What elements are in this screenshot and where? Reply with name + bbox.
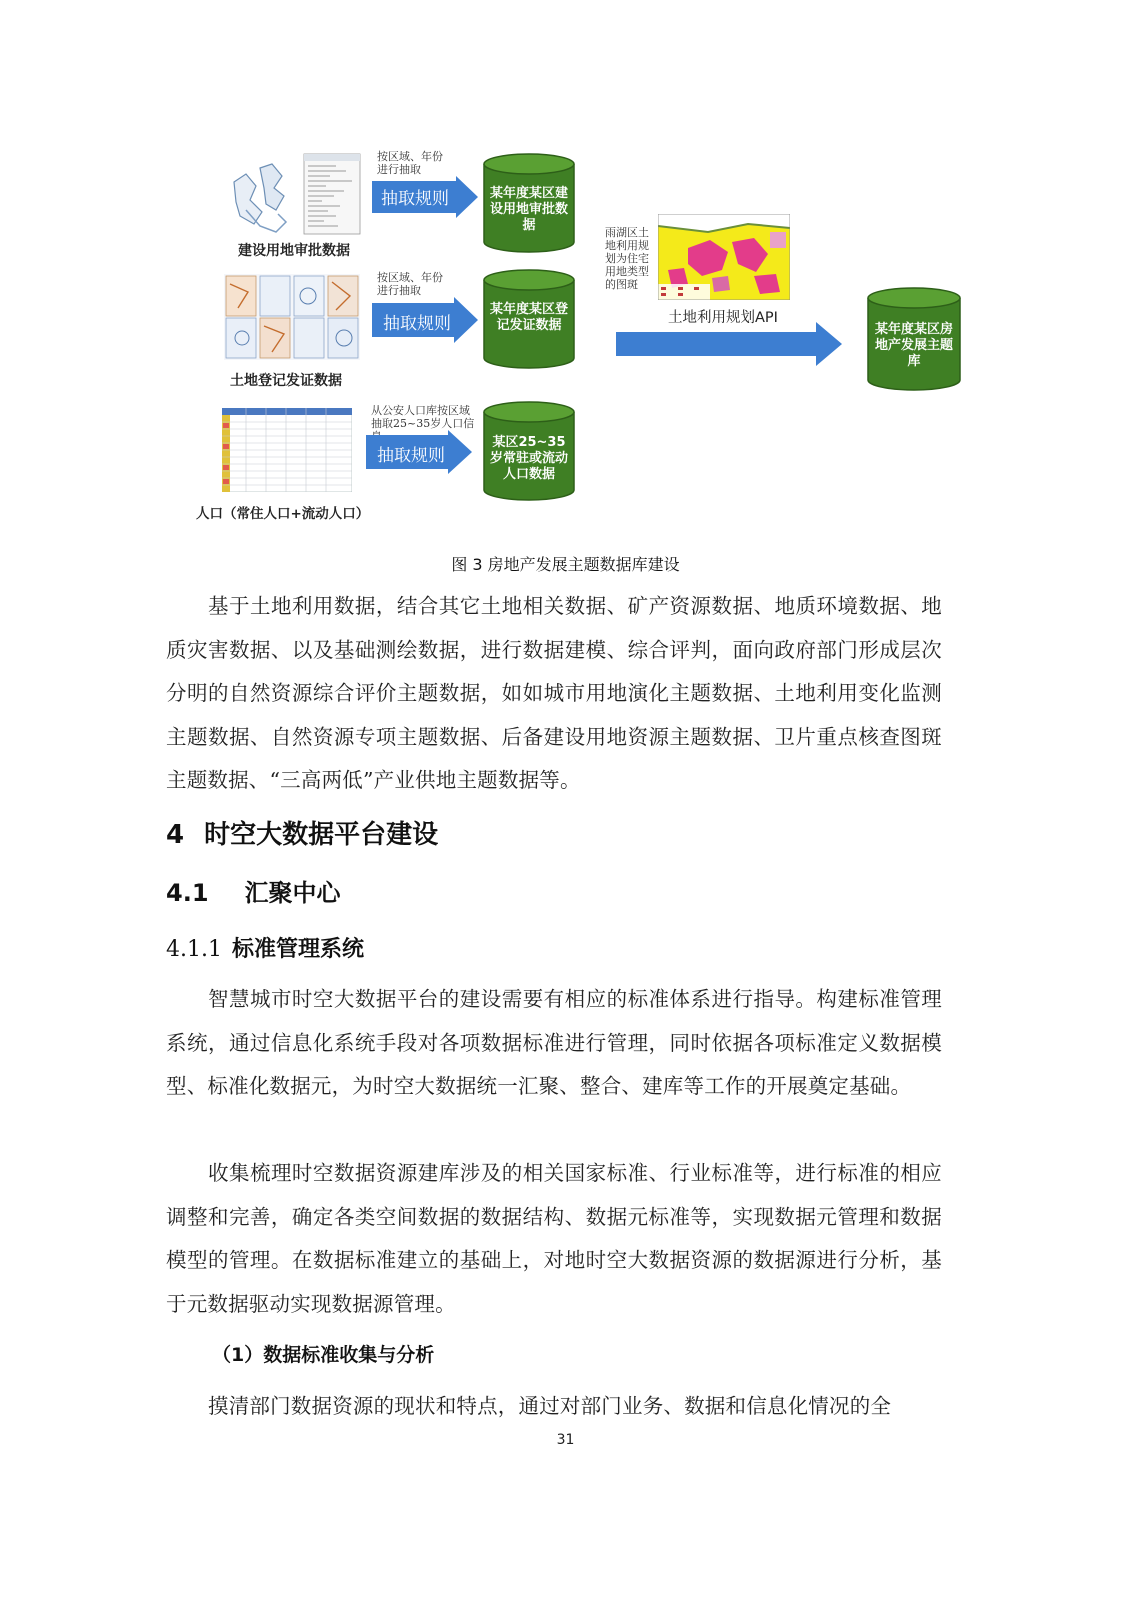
- paragraph-1: 基于土地利用数据，结合其它土地相关数据、矿产资源数据、地质环境数据、地质灾害数据、以及基础测绘数据，进行数据建模、综合评判，面向政府部门形成层次分明的自然资源综合评价主题数据，如如城市用地演化主题数据、土地利用变化监测主题数据、自然资源专项主题数据、后备建设用地资源主题数据、卫片重点核查图斑主题数据、“三高两低”产业供地主题数据等。: [166, 594, 942, 792]
- extract-rule-label-3: 抽取规则: [377, 446, 445, 466]
- arrow-note-3: 从公安人口库按区域抽取25~35岁人口信: [371, 404, 475, 430]
- database-label-2: 某年度某区登记发证数据: [489, 302, 568, 333]
- heading-text: 汇聚中心: [244, 879, 341, 907]
- api-arrow: [616, 322, 844, 366]
- heading-section-4: [166, 814, 438, 851]
- figure-caption: 图 3 房地产发展主题数据库建设: [451, 555, 680, 574]
- heading-section-4-1: [166, 873, 341, 908]
- arrow-note-2: 按区域、年份进行抽取: [377, 271, 443, 297]
- heading-number: 4.1.1: [166, 937, 222, 962]
- extract-rule-label-2: 抽取规则: [383, 314, 451, 334]
- paragraph-2: 智慧城市时空大数据平台的建设需要有相应的标准体系进行指导。构建标准管理系统，通过信息化系统手段对各项数据标准进行管理，同时依据各项标准定义数据模型、标准化数据元，为时空大数据统一汇聚、整合、建库等工作的开展奠定基础。: [166, 987, 942, 1098]
- heading-section-4-1-1: [166, 932, 364, 963]
- api-label: 土地利用规划API: [668, 310, 778, 326]
- population-table-thumbnail: [222, 408, 352, 492]
- theme-database-label: 某年度某区房地产发展主题库: [874, 322, 953, 369]
- arrow-note-1: 按区域、年份进行抽取: [377, 150, 443, 176]
- source-label-land-approval: 建设用地审批数据: [238, 243, 350, 259]
- paragraph-4: 摸清部门数据资源的现状和特点，通过对部门业务、数据和信息化情况的全: [208, 1394, 892, 1418]
- map-note: 雨湖区土地利用规划为住宅用地类型的图斑: [605, 226, 649, 291]
- page-number: 31: [556, 1432, 575, 1448]
- paragraph-3: 收集梳理时空数据资源建库涉及的相关国家标准、行业标准等，进行标准的相应调整和完善，确定各类空间数据的数据结构、数据元标准等，实现数据元管理和数据模型的管理。在数据标准建立的基础上，对地时空大数据资源的数据源进行分析，基于元数据驱动实现数据源管理。: [166, 1161, 942, 1316]
- heading-number: 4: [166, 820, 185, 850]
- extract-rule-label-1: 抽取规则: [381, 189, 449, 209]
- heading-data-standard-collection: （1）数据标准收集与分析: [212, 1344, 435, 1366]
- land-approval-thumbnail: [226, 152, 362, 236]
- heading-text: 时空大数据平台建设: [204, 820, 439, 850]
- database-label-1: 某年度某区建设用地审批数据: [489, 186, 568, 233]
- land-use-map-thumbnail: [658, 214, 790, 300]
- heading-text: 标准管理系统: [231, 937, 364, 962]
- land-registration-thumbnail: [224, 274, 360, 360]
- database-label-3: 某区25~35岁常驻或流动人口数据: [489, 435, 568, 482]
- source-label-population: 人口（常住人口+流动人口）: [196, 506, 370, 522]
- source-label-land-registration: 土地登记发证数据: [230, 373, 342, 389]
- heading-number: 4.1: [166, 879, 209, 907]
